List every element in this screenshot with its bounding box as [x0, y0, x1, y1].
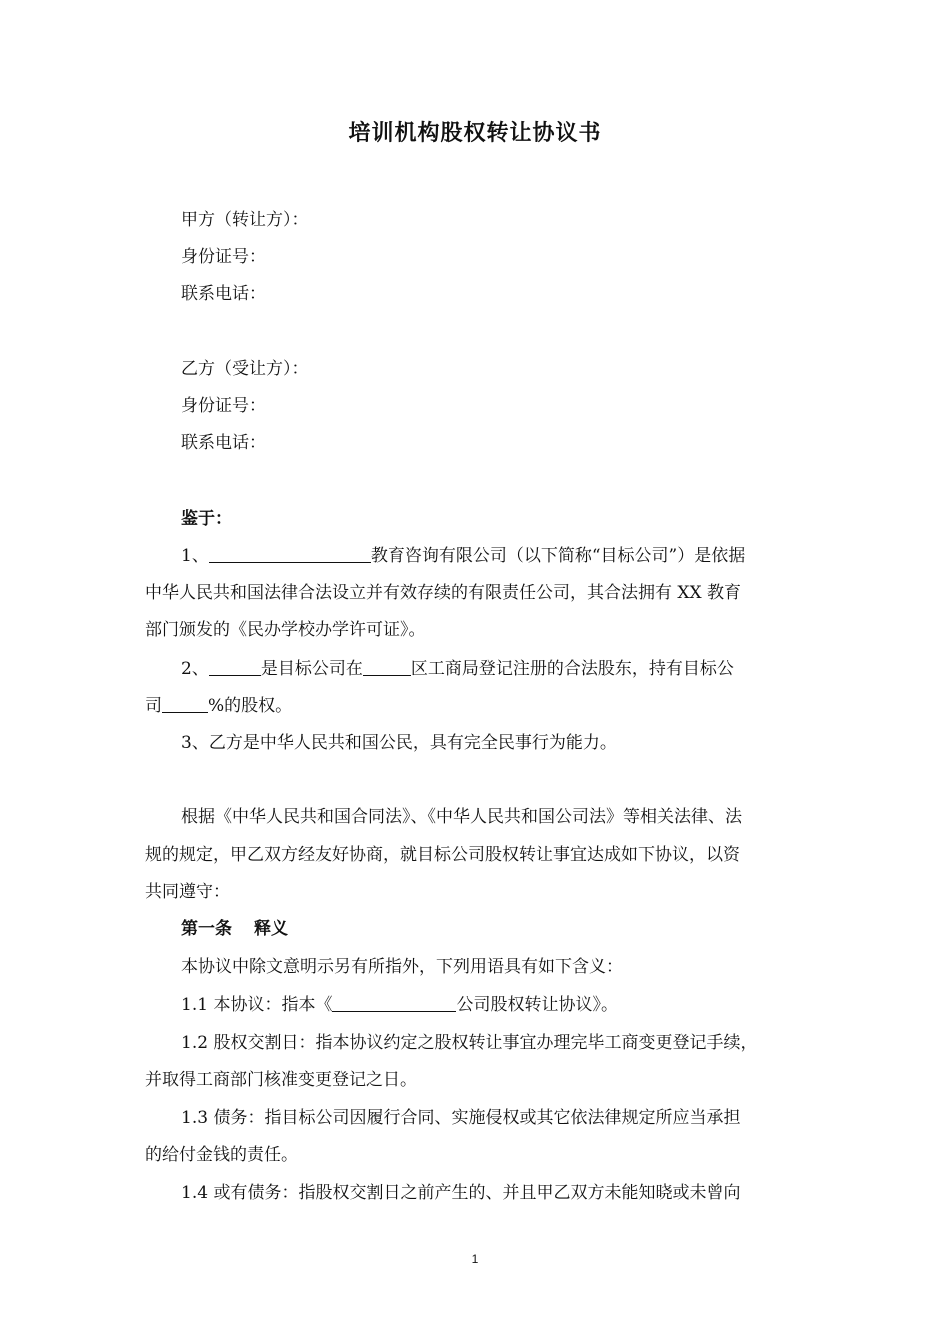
whereas-item-2	[181, 657, 734, 681]
page-number: 1	[471, 1252, 479, 1266]
definition-1-3-line-2: 的给付金钱的责任。	[145, 1145, 298, 1165]
whereas-item-1-line-2: 中华人民共和国法律合法设立并有效存续的有限责任公司，其合法拥有 XX 教育	[145, 583, 742, 603]
preamble-line-2: 规的规定，甲乙双方经友好协商，就目标公司股权转让事宜达成如下协议，以资	[145, 845, 740, 865]
company-name-blank[interactable]	[209, 544, 371, 563]
whereas-item-1	[181, 544, 745, 568]
article-1-number: 第一条	[181, 919, 232, 939]
document-title: 培训机构股权转让协议书	[348, 121, 602, 146]
definition-1-1-prefix: 1.1 本协议：指本《	[181, 995, 333, 1015]
definition-1-1	[181, 993, 618, 1017]
whereas-heading: 鉴于：	[181, 509, 232, 529]
definition-1-1-suffix: 公司股权转让协议》。	[456, 995, 618, 1015]
party-b-phone-label: 联系电话：	[181, 433, 266, 453]
item-1-prefix: 1、	[181, 546, 209, 566]
article-1-heading	[181, 917, 288, 941]
district-blank[interactable]	[363, 657, 411, 676]
article-1-intro: 本协议中除文意明示另有所指外，下列用语具有如下含义：	[181, 957, 623, 977]
party-b-label: 乙方（受让方）：	[181, 359, 309, 379]
article-1-title: 释义	[254, 919, 288, 939]
preamble-line-3: 共同遵守：	[145, 882, 230, 902]
party-a-label: 甲方（转让方）：	[181, 210, 309, 230]
item-2-text: 区工商局登记注册的合法股东，持有目标公	[410, 659, 734, 679]
definition-1-3-line-1: 1.3 债务：指目标公司因履行合同、实施侵权或其它依法律规定所应当承担	[181, 1108, 741, 1128]
definition-1-2-line-2: 并取得工商部门核准变更登记之日。	[145, 1070, 417, 1090]
item-2-prefix: 2、	[181, 659, 209, 679]
definition-1-2-line-1: 1.2 股权交割日：指本协议约定之股权转让事宜办理完毕工商变更登记手续，	[181, 1033, 758, 1053]
definition-1-4-line-1: 1.4 或有债务：指股权交割日之前产生的、并且甲乙双方未能知晓或未曾向	[181, 1183, 741, 1203]
whereas-item-3: 3、乙方是中华人民共和国公民，具有完全民事行为能力。	[181, 733, 617, 753]
party-a-phone-label: 联系电话：	[181, 284, 266, 304]
shareholder-blank[interactable]	[209, 657, 261, 676]
item-2-line-2-start: 司	[145, 696, 162, 716]
percentage-blank[interactable]	[162, 694, 208, 713]
whereas-item-1-line-3: 部门颁发的《民办学校办学许可证》。	[145, 620, 426, 640]
party-a-id-label: 身份证号：	[181, 247, 266, 267]
agreement-company-blank[interactable]	[332, 993, 456, 1012]
item-2-line-2-end: %的股权。	[208, 696, 293, 716]
preamble-line-1: 根据《中华人民共和国合同法》、《中华人民共和国公司法》等相关法律、法	[181, 807, 742, 827]
party-b-id-label: 身份证号：	[181, 396, 266, 416]
whereas-item-2-line-2	[145, 694, 292, 718]
item-2-mid: 是目标公司在	[260, 659, 363, 679]
item-1-text: 教育咨询有限公司（以下简称“目标公司”）是依据	[370, 546, 746, 566]
